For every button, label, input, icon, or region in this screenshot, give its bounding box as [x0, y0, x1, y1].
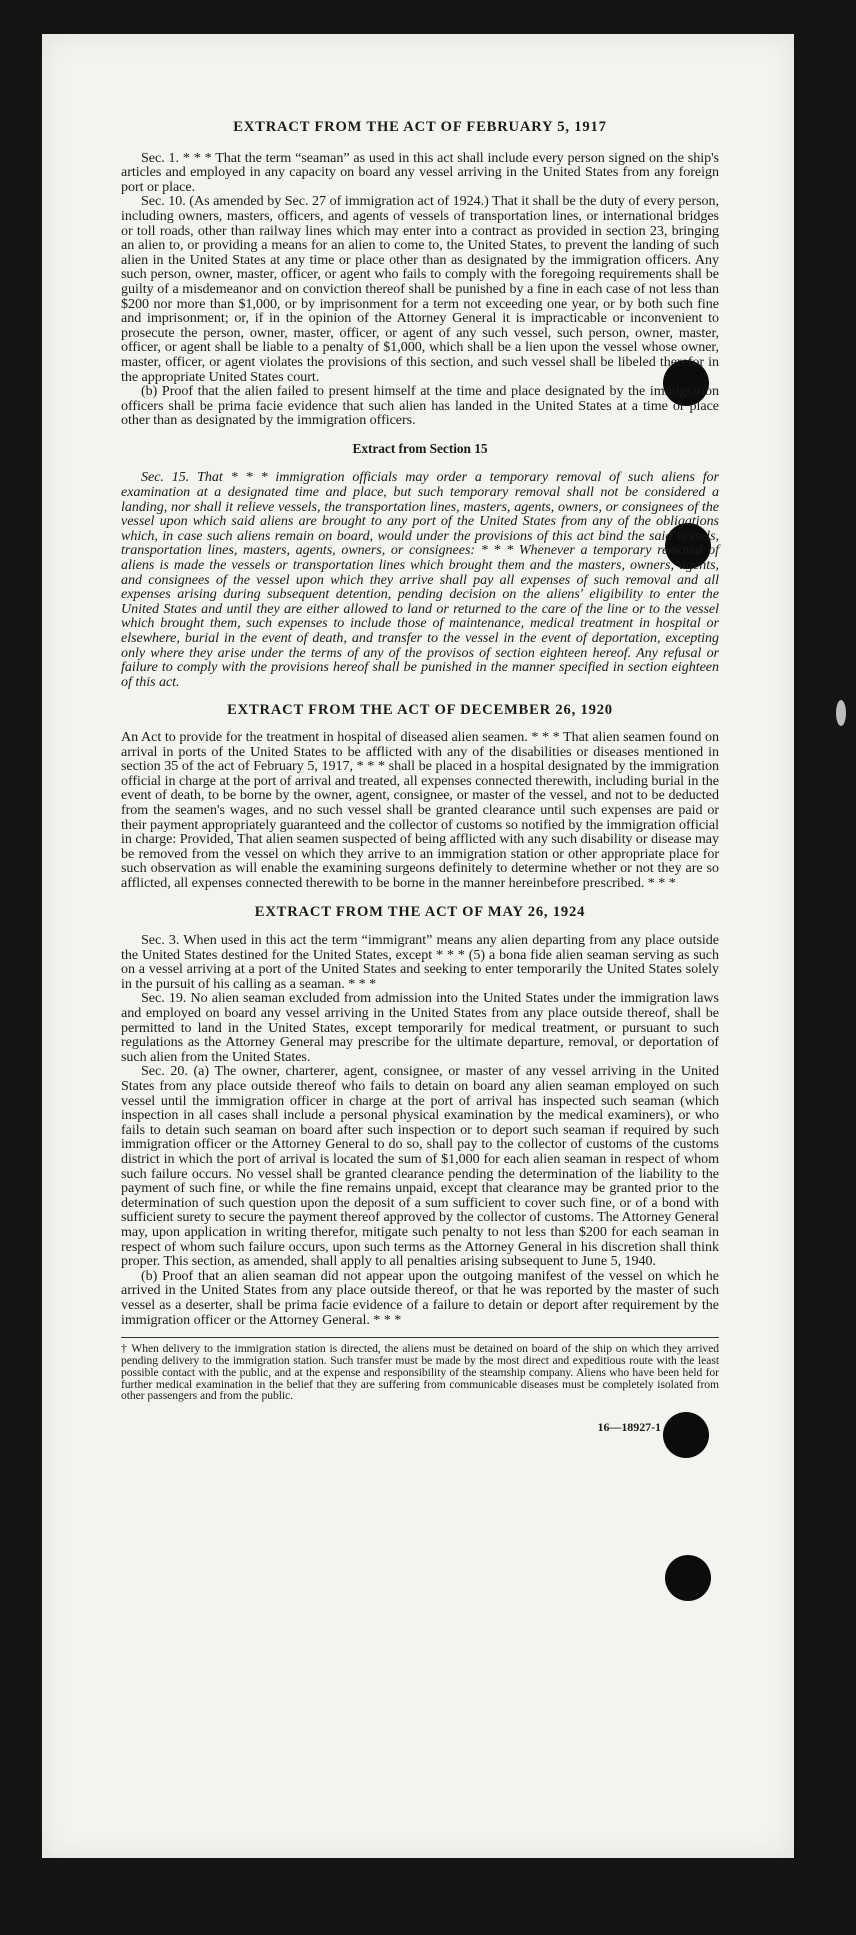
scan-edge-mark	[836, 700, 846, 726]
footnote-divider	[121, 1337, 719, 1338]
paragraph-sec15: Sec. 15. That * * * immigration officials may order a temporary removal of such aliens for examination at a designated time and place, but such temporary removal shall not be considered a landing, nor shall it relieve vessels, the transportation lines, masters, agents, owners, or consignees of the vessel upon which said aliens are brought to any port of the United States from any of the obligations which, in case such aliens remain on board, would under the provisions of this act bind the said vessels, transportation lines, masters, agents, owners, or consignees: * * * Whenever a temporary removal of aliens is made the vessels or transportation lines which brought them and the masters, owners, agents, and consignees of the vessel upon which they arrive shall pay all expenses of such removal and all expenses arising during subsequent detention, pending decision on the aliens' eligibility to enter the United States and until they are either allowed to land or returned to the care of the line or to the vessel which brought them, such expenses to include those of maintenance, medical treatment in hospital or elsewhere, burial in the event of death, and transfer to the vessel in the event of deportation, excepting only where they arise under the terms of any of the provisos of section eighteen hereof. Any refusal or failure to comply with the provisions hereof shall be punished in the manner specified in section eighteen of this act.	[121, 469, 719, 690]
paragraph-1920: An Act to provide for the treatment in hospital of diseased alien seamen. * * * That alien seamen found on arrival in ports of the United States to be afflicted with any of the disabilities or diseases mentioned in section 35 of the act of February 5, 1917, * * * shall be placed in a hospital designated by the immigration official in charge at the port of arrival and treated, all expenses connected therewith, including burial in the event of death, to be borne by the owner, agent, consignee, or master of the vessel, and not to be deducted from the seamen's wages, and no such vessel shall be granted clearance until such expenses are paid or their payment appropriately guaranteed and the collector of customs so notified by the immigration official in charge: Provided, That alien seamen suspected of being afflicted with any such disability or disease may be removed from the vessel on which they arrive to an immigration station or other appropriate place for such observation as will enable the examining surgeons definitely to determine whether or not they are so afflicted, all expenses connected therewith to be borne in the manner hereinbefore prescribed. * * *	[121, 728, 719, 891]
heading-act-1917: EXTRACT FROM THE ACT OF FEBRUARY 5, 1917	[233, 119, 607, 135]
paragraph-1924-sec3: Sec. 3. When used in this act the term “immigrant” means any alien departing from any place outside the United States destined for the United States, except * * * (5) a bona fide alien seaman serving as such on a vessel arriving at a port of the United States and seeking to enter temporarily the United States solely in the pursuit of his calling as a seaman. * * *	[121, 932, 719, 992]
paragraph-1917-sec10: Sec. 10. (As amended by Sec. 27 of immigration act of 1924.) That it shall be the duty of every person, including owners, masters, officers, and agents of vessels of transportation lines, or international bridges or toll roads, other than railway lines which may enter into a contract as provided in section 23, bringing an alien to, or providing a means for an alien to come to, the United States, to prevent the landing of such alien in the United States at any time or place other than as designated by the immigration officers. Any such person, owner, master, officer, or agent who fails to comply with the foregoing requirements shall be guilty of a misdemeanor and on conviction thereof shall be punished by a fine in each case of not less than $200 nor more than $1,000, or by imprisonment for a term not exceeding one year, or by both such fine and imprisonment; or, if in the opinion of the Attorney General it is impracticable or inconvenient to prosecute the person, owner, master, officer, or agent of any such vessel, such person, owner, master, officer, or agent shall be liable to a penalty of $1,000, which shall be a lien upon the vessel whose owner, master, officer, or agent violates the provisions of this section, and such vessel shall be libeled therefor in the appropriate United States court.	[121, 193, 719, 385]
paragraph-1924-sec19: Sec. 19. No alien seaman excluded from admission into the United States under the immigration laws and employed on board any vessel arriving in the United States from any place outside thereof, shall be permitted to land in the United States, except temporarily for medical treatment, or pursuant to such regulations as the Attorney General may prescribe for the ultimate departure, removal, or deportation of such alien from the United States.	[121, 990, 719, 1065]
footnote: † When delivery to the immigration station is directed, the aliens must be detained on board of the ship on which they arrived pending delivery to the immigration station. Such transfer must be made by the most direct and expeditious route with the least possible contact with the public, and at the expense and responsibility of the steamship company. Aliens who have been held for further medical examination in the belief that they are suffering from communicable diseases must be completely isolated from other passengers and from the public.	[121, 1342, 719, 1403]
heading-act-1924: EXTRACT FROM THE ACT OF MAY 26, 1924	[254, 903, 586, 920]
paragraph-1917-sec1: Sec. 1. * * * That the term “seaman” as used in this act shall include every person signed on the ship's articles and employed in any capacity on board any vessel arriving in the United States from any foreign port or place.	[121, 149, 719, 195]
paragraph-1917-proof: (b) Proof that the alien failed to present himself at the time and place designated by the immigration officers shall be prima facie evidence that such alien has landed in the United States at a time or place other than as designated by the immigration officers.	[121, 383, 719, 429]
paragraph-1924-proof: (b) Proof that an alien seaman did not appear upon the outgoing manifest of the vessel on which he arrived in the United States from any place outside thereof, or that he was reported by the master of such vessel as a deserter, shall be prima facie evidence of a failure to detain or deport after requirement by the immigration officer or the Attorney General. * * *	[121, 1267, 719, 1328]
punch-hole-icon	[665, 1555, 711, 1601]
form-code: 16—18927-1	[597, 1420, 661, 1435]
heading-section-15: Extract from Section 15	[352, 440, 488, 456]
heading-act-1920: EXTRACT FROM THE ACT OF DECEMBER 26, 1920	[227, 702, 613, 719]
paragraph-1924-sec20: Sec. 20. (a) The owner, charterer, agent, consignee, or master of any vessel arriving in the United States from any place outside thereof who fails to detain on board any alien seaman employed on such vessel until the immigration officer in charge at the port of arrival has inspected such seaman (which inspection in all cases shall include a personal physical examination by the medical examiners), or who fails to detain such seaman on board after such inspection or to deport such seaman if required by such immigration officer or the Attorney General to do so, shall pay to the collector of customs of the customs district in which the port of arrival is located the sum of $1,000 for each alien seaman in respect of whom such failure occurs. No vessel shall be granted clearance pending the determination of the liability to the payment of such fine, or while the fine remains unpaid, except that clearance may be granted prior to the determination of such question upon the deposit of a sum sufficient to cover such fine, or of a bond with sufficient surety to secure the payment thereof approved by the collector of customs. The Attorney General may, upon application in writing therefor, mitigate such penalty to not less than $200 for each seaman in respect of whom such failure occurs, upon such terms as the Attorney General in his discretion shall think proper. This section, as amended, shall apply to all penalties arising subsequent to June 5, 1940.	[121, 1063, 719, 1270]
document-page	[42, 34, 794, 1858]
document-body	[121, 120, 719, 1435]
